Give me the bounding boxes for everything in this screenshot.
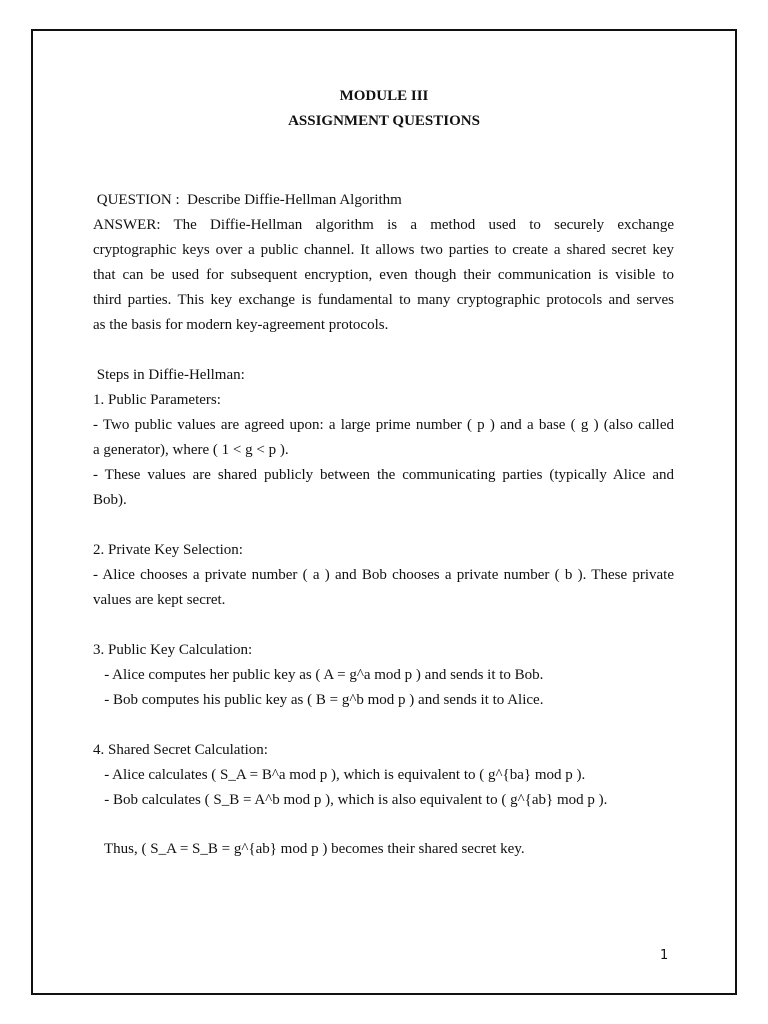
step3-bullet2: - Bob computes his public key as ( B = g^b mod p ) and sends it to Alice.	[93, 692, 544, 708]
step1-bullet2-line2: Bob).	[93, 492, 127, 508]
answer-line-2: cryptographic keys over a public channel. It allows two parties to create a shared secret key	[93, 242, 674, 258]
step1-bullet1-line1: - Two public values are agreed upon: a large prime number ( p ) and a base ( g ) (also called	[93, 417, 674, 433]
document-body	[93, 188, 674, 862]
step4-title: 4. Shared Secret Calculation:	[93, 742, 268, 758]
answer-line-1: ANSWER: The Diffie-Hellman algorithm is a method used to securely exchange	[93, 217, 674, 233]
step3-title: 3. Public Key Calculation:	[93, 642, 253, 658]
step4-bullet1: - Alice calculates ( S_A = B^a mod p ), which is equivalent to ( g^{ba} mod p ).	[93, 767, 586, 783]
step1-bullet1-line2: a generator), where ( 1 < g < p ).	[93, 442, 289, 458]
page-number: 1	[660, 948, 669, 963]
conclusion: Thus, ( S_A = S_B = g^{ab} mod p ) becomes their shared secret key.	[93, 841, 525, 857]
answer-line-5: as the basis for modern key-agreement protocols.	[93, 317, 389, 333]
step2-bullet1-line1: - Alice chooses a private number ( a ) and Bob chooses a private number ( b ). These private	[93, 567, 674, 583]
module-heading: MODULE III	[339, 88, 429, 104]
step1-title: 1. Public Parameters:	[93, 392, 221, 408]
answer-line-3: that can be used for subsequent encryption, even though their communication is visible to	[93, 267, 674, 283]
question-label: QUESTION : Describe Diffie-Hellman Algorithm	[93, 192, 402, 208]
step2-title: 2. Private Key Selection:	[93, 542, 243, 558]
assignment-title: ASSIGNMENT QUESTIONS	[288, 113, 480, 129]
steps-heading: Steps in Diffie-Hellman:	[93, 367, 245, 383]
answer-line-4: third parties. This key exchange is fundamental to many cryptographic protocols and serves	[93, 292, 674, 308]
step2-bullet1-line2: values are kept secret.	[93, 592, 226, 608]
step1-bullet2-line1: - These values are shared publicly between the communicating parties (typically Alice and	[93, 467, 674, 483]
step4-bullet2: - Bob calculates ( S_B = A^b mod p ), which is also equivalent to ( g^{ab} mod p ).	[93, 792, 608, 808]
step3-bullet1: - Alice computes her public key as ( A = g^a mod p ) and sends it to Bob.	[93, 667, 544, 683]
